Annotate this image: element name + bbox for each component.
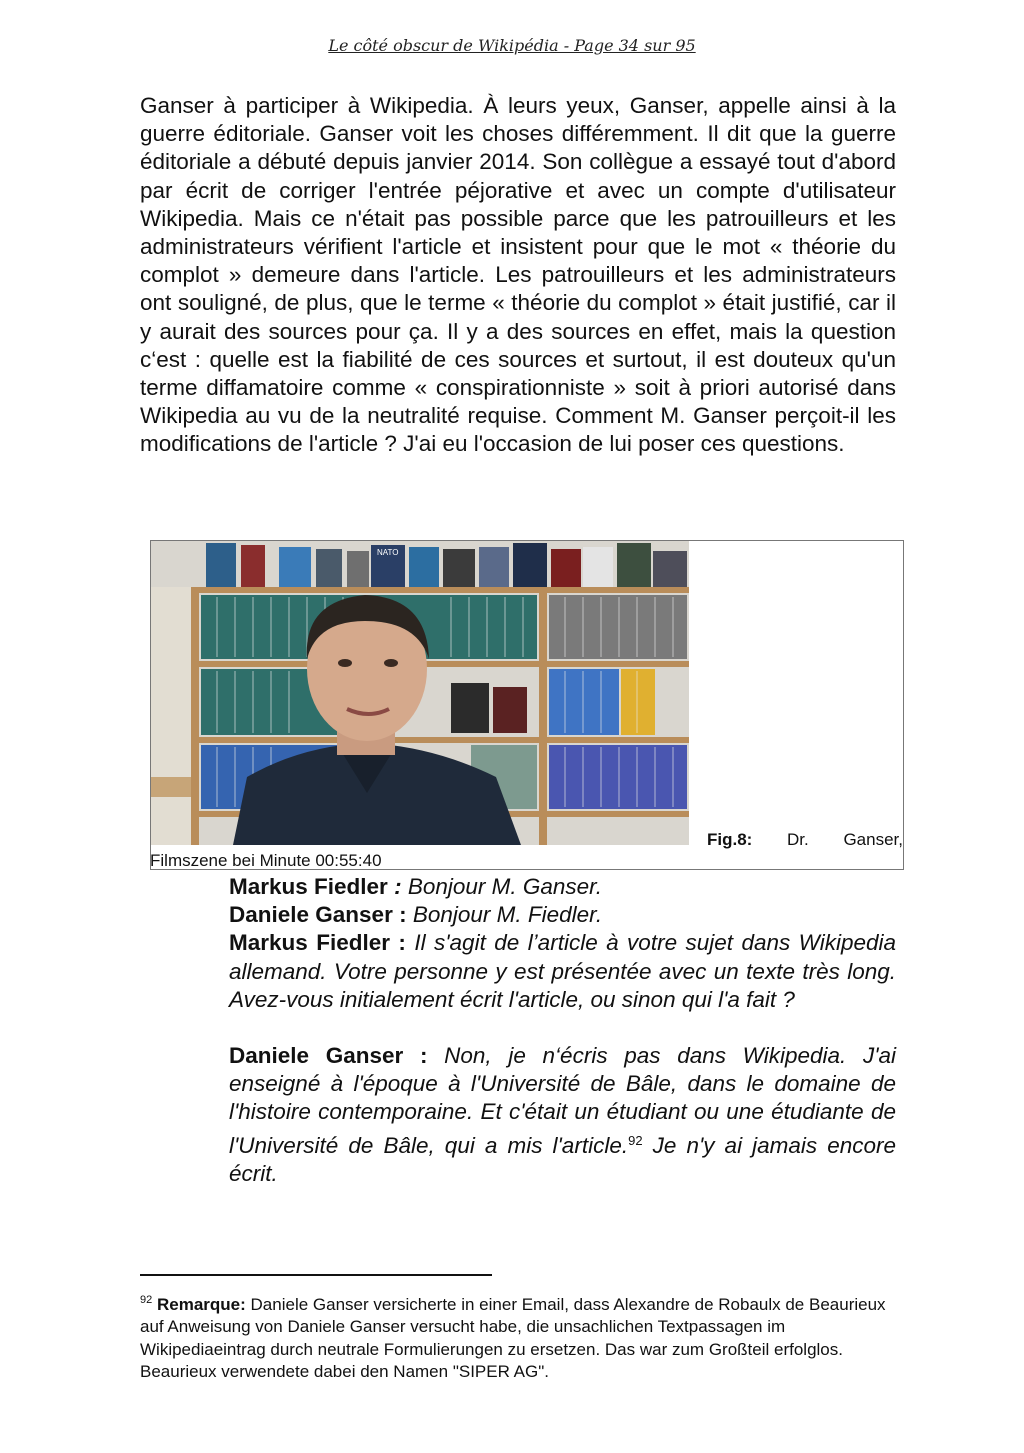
photo-illustration <box>151 541 689 845</box>
utterance-text: Non, je n‘écris pas dans Wikipedia. J'ai enseigné à l'époque à l'Université de Bâle, dans le domaine de l'histoire contemporaine. Et c'était un étudiant ou une étudiante de l'Université de Bâle, qui a mis l'article. <box>229 1043 897 1158</box>
utterance-text: Bonjour M. Fiedler. <box>412 902 603 928</box>
footnote-label: Remarque: <box>156 1295 246 1314</box>
footnote-reference[interactable]: 92 <box>628 1132 643 1148</box>
interview-line: Markus Fiedler : Il s'agit de l’article à votre sujet dans Wikipedia allemand. Votre personne y est présentée avec un texte très long. Avez-vous initialement écrit l'article, ou sinon qui l'a fait ? <box>229 930 896 1012</box>
paragraph-text: Ganser à participer à Wikipedia. À leurs yeux, Ganser, appelle ainsi à la guerre éditoriale. Ganser voit les choses différemment. Il dit que la guerre éditoriale a débuté depuis janvier 2014. Son collègue a essayé tout d'abord par écrit de corriger l'entrée péjorative et avec un compte d'utilisateur Wikipedia. Mais ce n'était pas possible parce que les patrouilleurs et les administrateurs vérifient l'article et insistent pour que le mot « théorie du complot » demeure dans l'article. Les patrouilleurs et les administrateurs ont souligné, de plus, que le terme « théorie du complot » était justifié, car il y aurait des sources pour ça. Il y a des sources en effet, mais la question c‘est : quelle est la fiabilité de ces sources et surtout, il est douteux qu'un terme diffamatoire comme « conspirationniste » soit à priori autorisé dans Wikipedia au vu de la neutralité requise. Comment M. Ganser perçoit-il les modifications de l'article ? J'ai eu l'occasion de lui poser ces questions. <box>140 93 896 457</box>
interview-line: Daniele Ganser : Non, je n‘écris pas dans Wikipedia. J'ai enseigné à l'époque à l'Université de Bâle, dans le domaine de l'histoire contemporaine. Et c'était un étudiant ou une étudiante de l'Université de Bâle, qui a mis l'article.$^{92}$ Je n'y ai jamais encore écrit. <box>229 1043 897 1186</box>
figure-caption-word1: Dr. <box>787 830 809 849</box>
interview-line: Daniele Ganser : Bonjour M. Fiedler. <box>229 902 603 928</box>
figure-frame <box>150 540 904 870</box>
figure-subcaption: Filmszene bei Minute 00:55:40 <box>150 851 382 870</box>
interview-line: Markus Fiedler : Bonjour M. Ganser. <box>229 874 603 899</box>
speaker-name: Markus Fiedler <box>229 874 388 899</box>
utterance-text-continued: Je n'y ai jamais encore écrit. <box>229 1132 897 1186</box>
footnote-text: Daniele Ganser versicherte in einer Email, dass Alexandre de Robaulx de Beaurieux auf Anweisung von Daniele Ganser versucht habe, die unsachlichen Textpassagen im Wikipediaeintrag durch neutrale Formulierungen zu ersetzen. Das war zum Großteil erfolglos. Beaurieux verwendete dabei den Namen "SIPER AG". <box>140 1295 886 1381</box>
speaker-name: Markus Fiedler <box>229 930 390 956</box>
figure-label: Fig.8: <box>707 830 753 849</box>
footnote-number: 92 <box>140 1294 153 1306</box>
utterance-text: Bonjour M. Ganser. <box>407 874 603 899</box>
video-still-photo <box>151 541 689 845</box>
nato-book-label: NATO <box>377 548 399 557</box>
footnote-divider <box>140 1274 492 1276</box>
page-header: Le côté obscur de Wikipédia - Page 34 sur 95 <box>328 36 696 55</box>
figure-caption <box>707 830 903 850</box>
figure-caption-word2: Ganser, <box>843 830 903 849</box>
speaker-name: Daniele Ganser <box>229 902 393 928</box>
interview-section <box>229 873 896 1188</box>
utterance-text: Il s'agit de l’article à votre sujet dans Wikipedia allemand. Votre personne y est présentée avec un texte très long. Avez-vous initialement écrit l'article, ou sinon qui l'a fait ? <box>229 930 896 1012</box>
main-paragraph <box>140 92 896 459</box>
footnote <box>140 1289 896 1383</box>
speaker-name: Daniele Ganser <box>229 1043 404 1069</box>
